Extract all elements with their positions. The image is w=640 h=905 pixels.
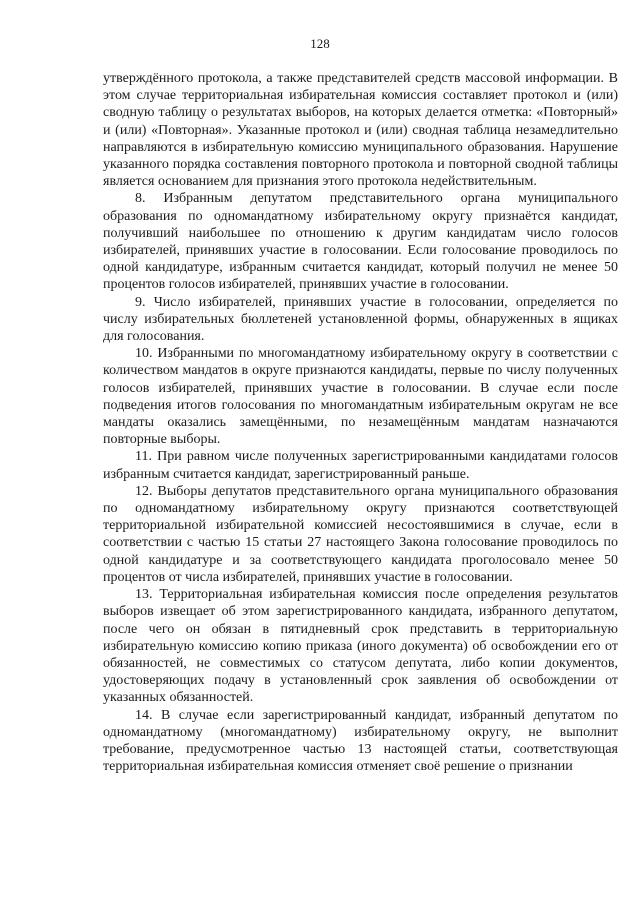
paragraph-14: 14. В случае если зарегистрированный кандидат, избранный депутатом по одномандатному (многомандатному) избирательному округу, не выполнит требование, предусмотренное частью 13 настоящей статьи, соответствующая территориальная избирательная комиссия отменяет своё решение о признании bbox=[103, 707, 618, 775]
paragraph-11: 11. При равном числе полученных зарегистрированными кандидатами голосов избранным считается кандидат, зарегистрированный раньше. bbox=[103, 449, 618, 482]
paragraph-10: 10. Избранными по многомандатному избирательному округу в соответствии с количеством мандатов в округе признаются кандидаты, первые по числу полученных голосов избирателей, принявших участие в голосовании. В случае если после подведения итогов голосования по многомандатным избирательным округам не все мандаты оказались замещёнными, по незамещённым мандатам назначаются повторные выборы. bbox=[103, 346, 618, 448]
paragraph-13: 13. Территориальная избирательная комиссия после определения результатов выборов извещает об этом зарегистрированного кандидата, избранного депутатом, после чего он обязан в пятидневный срок представить в территориальную избирательную комиссию копию приказа (иного документа) об освобождении его от обязанностей, не совместимых со статусом депутата, либо копии документов, удостоверяющих подачу в установленный срок заявления об освобождении от указанных обязанностей. bbox=[103, 587, 618, 706]
page-number: 128 bbox=[310, 36, 330, 51]
paragraph-9: 9. Число избирателей, принявших участие в голосовании, определяется по числу избирательных бюллетеней установленной формы, обнаруженных в ящиках для голосования. bbox=[103, 294, 618, 345]
paragraph-continuation: утверждённого протокола, а также представителей средств массовой информации. В этом случае территориальная избирательная комиссия составляет протокол и (или) сводную таблицу о результатах выборов, на которых делается отметка: «Повторный» и (или) «Повторная». Указанные протокол и (или) сводная таблица незамедлительно направляются в избирательную комиссию муниципального образования. Нарушение указанного порядка составления повторного протокола и повторной сводной таблицы является основанием для признания этого протокола недействительным. bbox=[103, 71, 618, 190]
document-body bbox=[103, 70, 618, 775]
paragraph-12: 12. Выборы депутатов представительного органа муниципального образования по одномандатному избирательному округу признаются соответствующей территориальной избирательной комиссией несостоявшимися в случае, если в соответствии с частью 15 статьи 27 настоящего Закона голосование проводилось по одной кандидатуре и за соответствующего кандидата проголосовало менее 50 процентов от числа избирателей, принявших участие в голосовании. bbox=[103, 483, 618, 585]
paragraph-8: 8. Избранным депутатом представительного органа муниципального образования по одномандатному избирательному округу признаётся кандидат, получивший наибольшее по отношению к другим кандидатам число голосов избирателей, принявших участие в голосовании. Если голосование проводилось по одной кандидатуре, избранным считается кандидат, который получил не менее 50 процентов голосов избирателей, принявших участие в голосовании. bbox=[103, 191, 618, 293]
